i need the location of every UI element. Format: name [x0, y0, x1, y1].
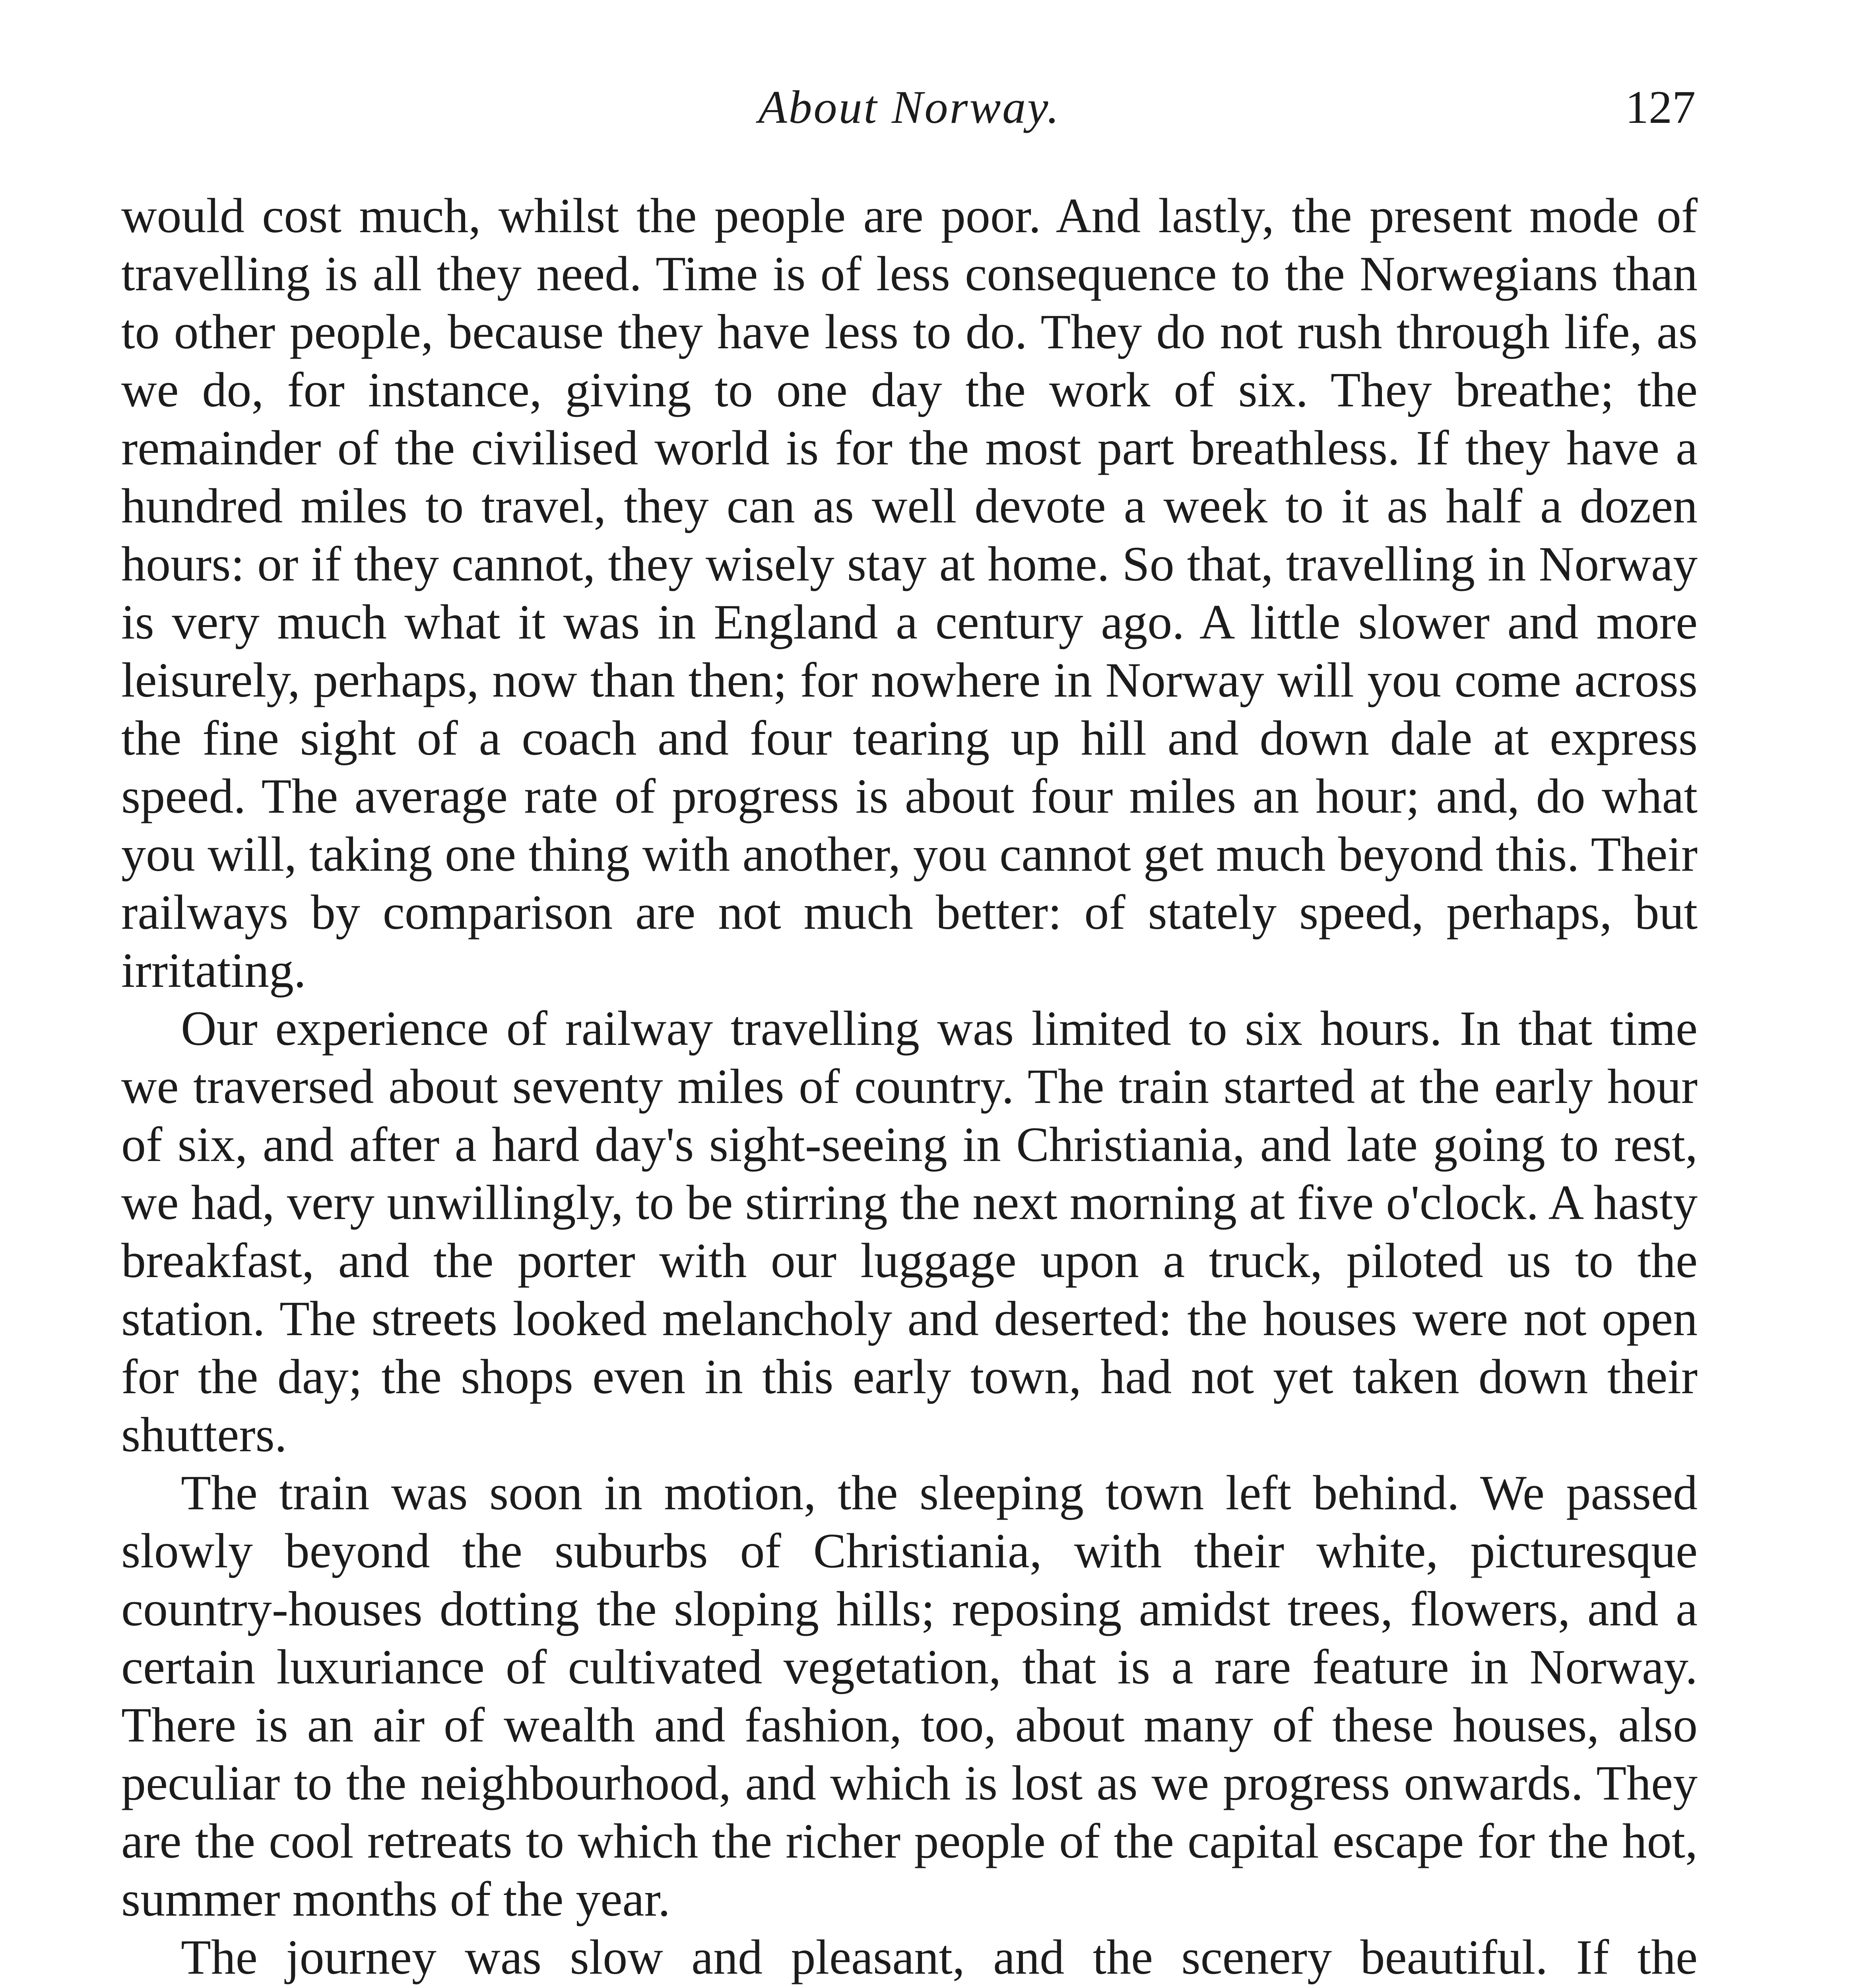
page-number: 127: [1625, 81, 1696, 133]
paragraph-train-departure: The train was soon in motion, the sleeping town left behind. We passed slowly beyond the suburbs of Christiania, with their white, picturesque country-houses dotting the sloping hills; reposing amidst trees, flowers, and a certain luxuriance of cultivated vegetation, that is a rare feature in Norway. There is an air of wealth and fashion, too, about many of these houses, also peculiar to the neighbourhood, and which is lost as we progress onwards. They are the cool retreats to which the richer people of the capital escape for the hot, summer months of the year.: [121, 1466, 1698, 1926]
paragraph-journey-scenery: The journey was slow and pleasant, and the scenery beautiful. If the: [181, 1930, 1698, 1984]
body-text: [121, 187, 1698, 1988]
running-head: [123, 68, 1696, 147]
running-title: About Norway.: [758, 81, 1061, 133]
paragraph-railway-experience: Our experience of railway travelling was limited to six hours. In that time we traversed about seventy miles of country. The train started at the early hour of six, and after a hard day's sight-seeing in Christiania, and late going to rest, we had, very unwillingly, to be stirring the next morning at five o'clock. A hasty breakfast, and the porter with our luggage upon a truck, piloted us to the station. The streets looked melancholy and deserted: the houses were not open for the day; the shops even in this early town, had not yet taken down their shutters.: [121, 1001, 1698, 1462]
paragraph-continued: would cost much, whilst the people are poor. And lastly, the present mode of travelling is all they need. Time is of less consequence to the Norwegians than to other people, because they have less to do. They do not rush through life, as we do, for instance, giving to one day the work of six. They breathe; the remainder of the civilised world is for the most part breathless. If they have a hundred miles to travel, they can as well devote a week to it as half a dozen hours: or if they cannot, they wisely stay at home. So that, travelling in Norway is very much what it was in England a century ago. A little slower and more leisurely, perhaps, now than then; for nowhere in Norway will you come across the fine sight of a coach and four tearing up hill and down dale at express speed. The average rate of progress is about four miles an hour; and, do what you will, taking one thing with another, you cannot get much beyond this. Their railways by comparison are not much better: of stately speed, perhaps, but irritating.: [121, 188, 1698, 998]
